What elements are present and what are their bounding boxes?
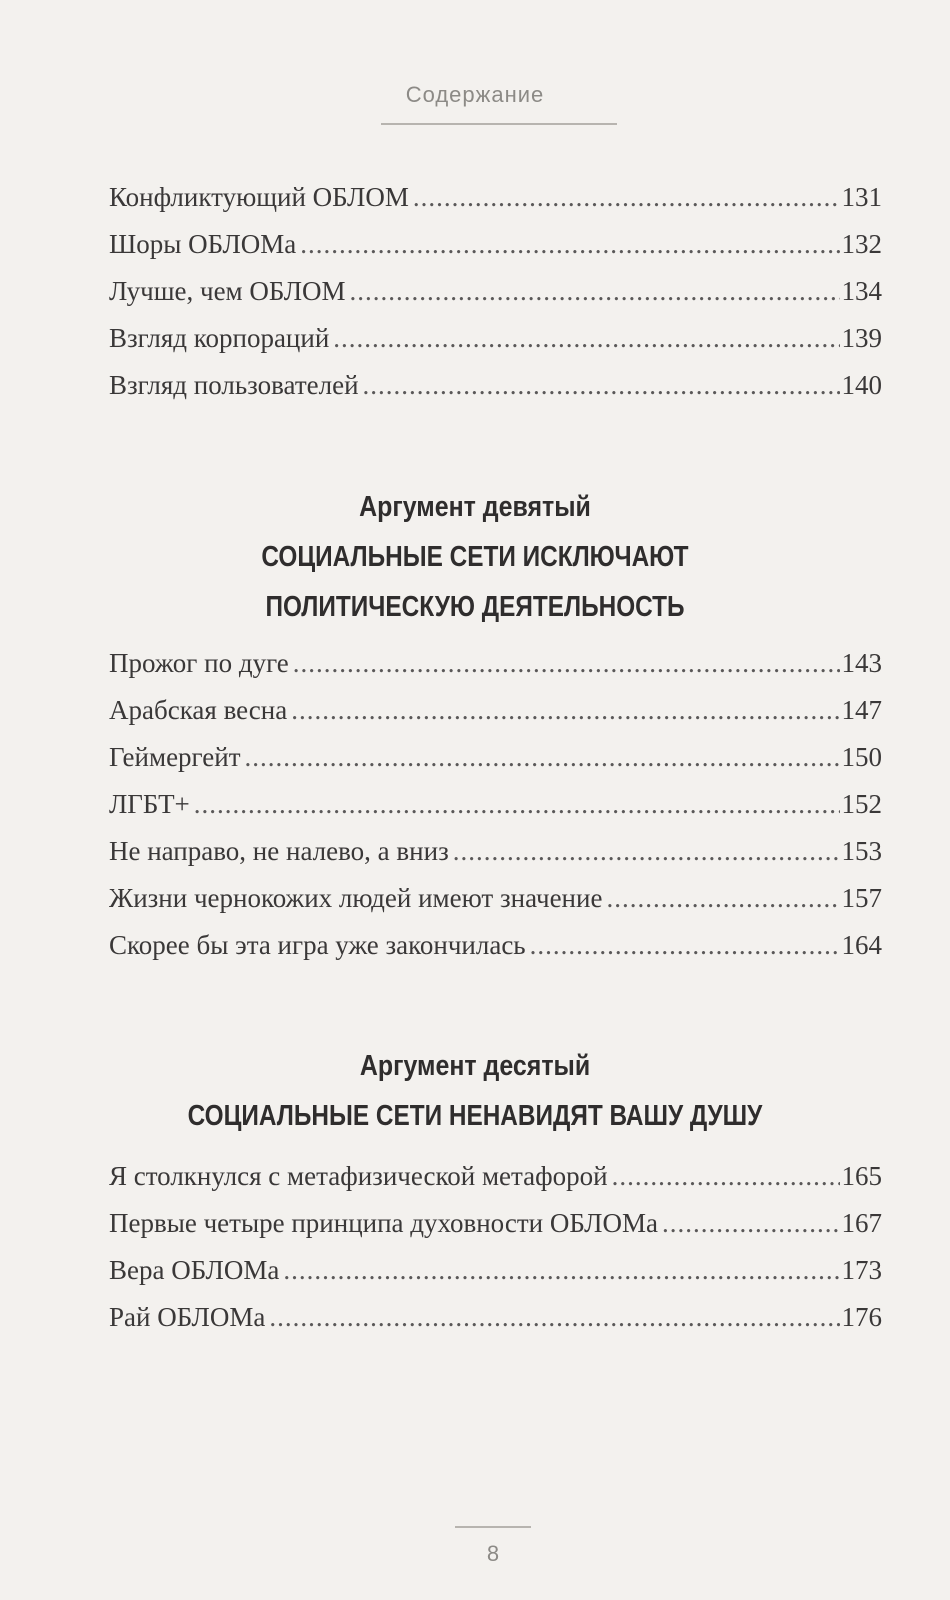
- toc-entry[interactable]: [109, 687, 882, 734]
- toc-entry[interactable]: [109, 268, 882, 315]
- toc-entry[interactable]: [109, 1247, 882, 1294]
- section-argument-label: Аргумент девятый: [359, 491, 591, 523]
- toc-entry-page: 131: [841, 182, 882, 212]
- toc-leader-dots: [283, 1247, 839, 1294]
- toc-leader-dots: [606, 875, 839, 922]
- toc-entry-page: 153: [841, 836, 882, 866]
- toc-leader-dots: [453, 828, 840, 875]
- section-heading-9: [0, 482, 950, 632]
- toc-entry-title: Жизни чернокожих людей имеют значение: [109, 883, 603, 913]
- toc-group-3: [109, 1153, 882, 1341]
- toc-entry-page: 176: [841, 1302, 882, 1332]
- running-head-rule: [381, 123, 617, 125]
- toc-entry[interactable]: [109, 734, 882, 781]
- toc-entry-title: Арабская весна: [109, 695, 288, 725]
- toc-entry[interactable]: [109, 1294, 882, 1341]
- toc-entry-title: Первые четыре принципа духовности ОБЛОМа: [109, 1208, 658, 1238]
- toc-leader-dots: [350, 268, 840, 315]
- toc-entry-title: Вера ОБЛОМа: [109, 1255, 280, 1285]
- section-title-line: СОЦИАЛЬНЫЕ СЕТИ НЕНАВИДЯТ ВАШУ ДУШУ: [187, 1100, 763, 1132]
- toc-entry-title: Прожог по дуге: [109, 648, 289, 678]
- page-number: 8: [486, 1541, 500, 1566]
- toc-leader-dots: [530, 922, 840, 969]
- toc-entry[interactable]: [109, 781, 882, 828]
- toc-entry[interactable]: [109, 1200, 882, 1247]
- toc-leader-dots: [291, 687, 839, 734]
- toc-entry-title: ЛГБТ+: [109, 789, 190, 819]
- toc-entry[interactable]: [109, 362, 882, 409]
- toc-leader-dots: [612, 1153, 840, 1200]
- toc-entry-title: Скорее бы эта игра уже закончилась: [109, 930, 526, 960]
- toc-entry-title: Конфликтующий ОБЛОМ: [109, 182, 409, 212]
- toc-leader-dots: [245, 734, 840, 781]
- toc-entry-title: Лучше, чем ОБЛОМ: [109, 276, 346, 306]
- toc-entry-page: 132: [841, 229, 882, 259]
- running-head: Содержание: [405, 82, 545, 107]
- toc-entry-title: Геймергейт: [109, 742, 241, 772]
- toc-leader-dots: [413, 174, 840, 221]
- toc-entry-page: 147: [841, 695, 882, 725]
- section-title-line: ПОЛИТИЧЕСКУЮ ДЕЯТЕЛЬНОСТЬ: [265, 591, 685, 623]
- toc-leader-dots: [194, 781, 840, 828]
- toc-entry[interactable]: [109, 174, 882, 221]
- toc-leader-dots: [293, 640, 840, 687]
- toc-entry-page: 165: [841, 1161, 882, 1191]
- toc-leader-dots: [333, 315, 839, 362]
- toc-leader-dots: [662, 1200, 840, 1247]
- section-heading-10: [0, 1041, 950, 1141]
- toc-entry-page: 164: [841, 930, 882, 960]
- section-title-line: СОЦИАЛЬНЫЕ СЕТИ ИСКЛЮЧАЮТ: [261, 541, 689, 573]
- toc-entry[interactable]: [109, 828, 882, 875]
- toc-entry-page: 157: [841, 883, 882, 913]
- toc-leader-dots: [269, 1294, 839, 1341]
- toc-entry[interactable]: [109, 922, 882, 969]
- toc-entry-title: Шоры ОБЛОМа: [109, 229, 297, 259]
- toc-entry-page: 143: [841, 648, 882, 678]
- toc-entry-page: 140: [841, 370, 882, 400]
- toc-entry-title: Не направо, не налево, а вниз: [109, 836, 449, 866]
- toc-entry[interactable]: [109, 315, 882, 362]
- toc-entry-title: Взгляд корпораций: [109, 323, 330, 353]
- toc-entry-title: Рай ОБЛОМа: [109, 1302, 266, 1332]
- toc-group-2: [109, 640, 882, 969]
- toc-entry[interactable]: [109, 221, 882, 268]
- toc-entry[interactable]: [109, 875, 882, 922]
- section-argument-label: Аргумент десятый: [359, 1050, 591, 1082]
- toc-entry-page: 167: [841, 1208, 882, 1238]
- toc-entry-page: 150: [841, 742, 882, 772]
- toc-entry[interactable]: [109, 1153, 882, 1200]
- footer-rule: [455, 1526, 531, 1528]
- toc-entry-title: Я столкнулся с метафизической метафорой: [109, 1161, 608, 1191]
- toc-entry[interactable]: [109, 640, 882, 687]
- toc-entry-page: 134: [841, 276, 882, 306]
- toc-entry-page: 173: [841, 1255, 882, 1285]
- toc-entry-title: Взгляд пользователей: [109, 370, 359, 400]
- toc-leader-dots: [363, 362, 840, 409]
- toc-entry-page: 139: [841, 323, 882, 353]
- toc-entry-page: 152: [841, 789, 882, 819]
- toc-group-1: [109, 174, 882, 409]
- toc-leader-dots: [300, 221, 839, 268]
